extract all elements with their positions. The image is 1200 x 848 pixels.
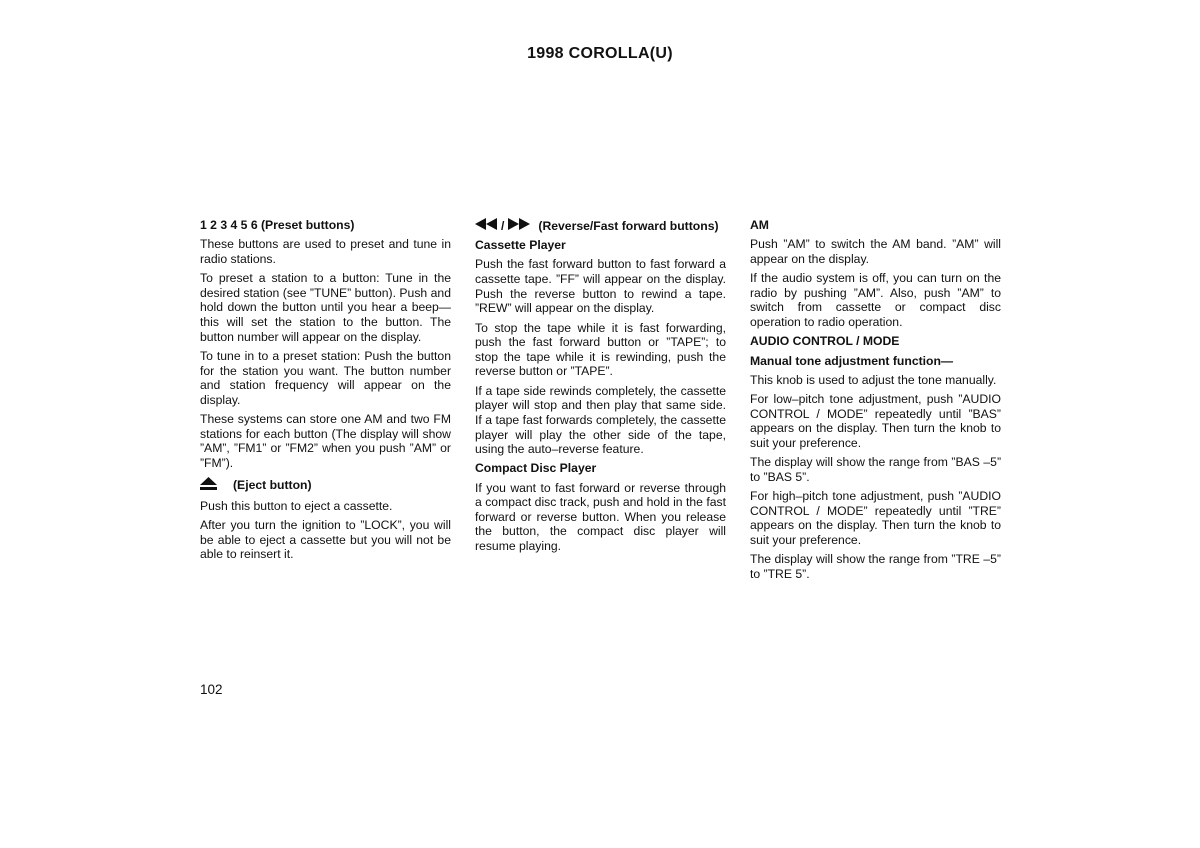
treble-range-paragraph: The display will show the range from ”TRE –5” to ”TRE 5”. xyxy=(750,552,1001,582)
page-number: 102 xyxy=(200,682,223,697)
column-left xyxy=(200,218,451,567)
fast-forward-icon xyxy=(508,218,530,234)
cassette-player-heading: Cassette Player xyxy=(475,238,566,253)
manual-tone-heading: Manual tone adjustment function— xyxy=(750,353,954,368)
slash-separator: / xyxy=(501,218,505,233)
eject-icon xyxy=(200,477,217,494)
knob-paragraph: This knob is used to adjust the tone manually. xyxy=(750,372,997,387)
bass-range-paragraph: The display will show the range from ”BAS –5” to ”BAS 5”. xyxy=(750,455,1001,484)
am-heading: AM xyxy=(750,218,769,232)
preset-station-paragraph: To preset a station to a button: Tune in the desired station (see ”TUNE” button). Push and hold down the button until you hear a beep—this will set the station to the button. The button number will appear on the display. xyxy=(200,271,451,344)
compact-disc-heading: Compact Disc Player xyxy=(475,461,597,476)
tune-preset-paragraph: To tune in to a preset station: Push the button for the station you want. The button number and station frequency will appear on the display. xyxy=(200,348,451,407)
am-radio-on-paragraph: If the audio system is off, you can turn on the radio by pushing ”AM”. Also, push ”AM” to switch from cassette or compact disc operation to radio operation. xyxy=(750,271,1001,329)
treble-adjust-paragraph: For high–pitch tone adjustment, push ”AUDIO CONTROL / MODE” repeatedly until ”TRE” appears on the display. Then turn the knob to suit your preference. xyxy=(750,489,1001,548)
reverse-icon xyxy=(475,218,497,234)
audio-control-heading: AUDIO CONTROL / MODE xyxy=(750,334,900,349)
ff-rew-paragraph: Push the fast forward button to fast forward a cassette tape. ”FF” will appear on the display. Push the reverse button to rewind a tape. ”REW” will appear on the display. xyxy=(475,257,726,316)
page-title: 1998 COROLLA(U) xyxy=(527,45,673,62)
column-right xyxy=(750,218,1001,586)
stop-tape-paragraph: To stop the tape while it is fast forwarding, push the fast forward button or ”TAPE”; to stop the tape while it is rewinding, push the reverse button or ”TAPE”. xyxy=(475,320,726,379)
preset-buttons-heading: 1 2 3 4 5 6 (Preset buttons) xyxy=(200,218,355,232)
store-stations-paragraph: These systems can store one AM and two FM stations for each button (The display will show ”AM”, ”FM1” or ”FM2” when you push ”AM” or ”FM”). xyxy=(200,412,451,470)
eject-button-heading xyxy=(200,477,451,494)
reverse-ff-label: (Reverse/Fast forward buttons) xyxy=(538,218,719,233)
reverse-ff-heading xyxy=(475,218,726,234)
auto-reverse-paragraph: If a tape side rewinds completely, the cassette player will stop and then play that same side. If a tape fast forwards completely, the cassette player will play the other side of the tape, using the auto–reverse feature. xyxy=(475,383,726,457)
cd-ff-reverse-paragraph: If you want to fast forward or reverse through a compact disc track, push and hold in the fast forward or reverse button. When you release the button, the compact disc player will resume playing. xyxy=(475,480,726,554)
bass-adjust-paragraph: For low–pitch tone adjustment, push ”AUDIO CONTROL / MODE” repeatedly until ”BAS” appears on the display. Then turn the knob to suit your preference. xyxy=(750,392,1001,450)
eject-heading-label: (Eject button) xyxy=(233,478,312,493)
eject-lock-paragraph: After you turn the ignition to ”LOCK”, you will be able to eject a cassette but you will not be able to reinsert it. xyxy=(200,518,451,562)
am-switch-paragraph: Push ”AM” to switch the AM band. ”AM” will appear on the display. xyxy=(750,237,1001,266)
preset-intro-paragraph: These buttons are used to preset and tune in radio stations. xyxy=(200,237,451,266)
eject-paragraph: Push this button to eject a cassette. xyxy=(200,498,393,513)
column-middle xyxy=(475,218,726,558)
